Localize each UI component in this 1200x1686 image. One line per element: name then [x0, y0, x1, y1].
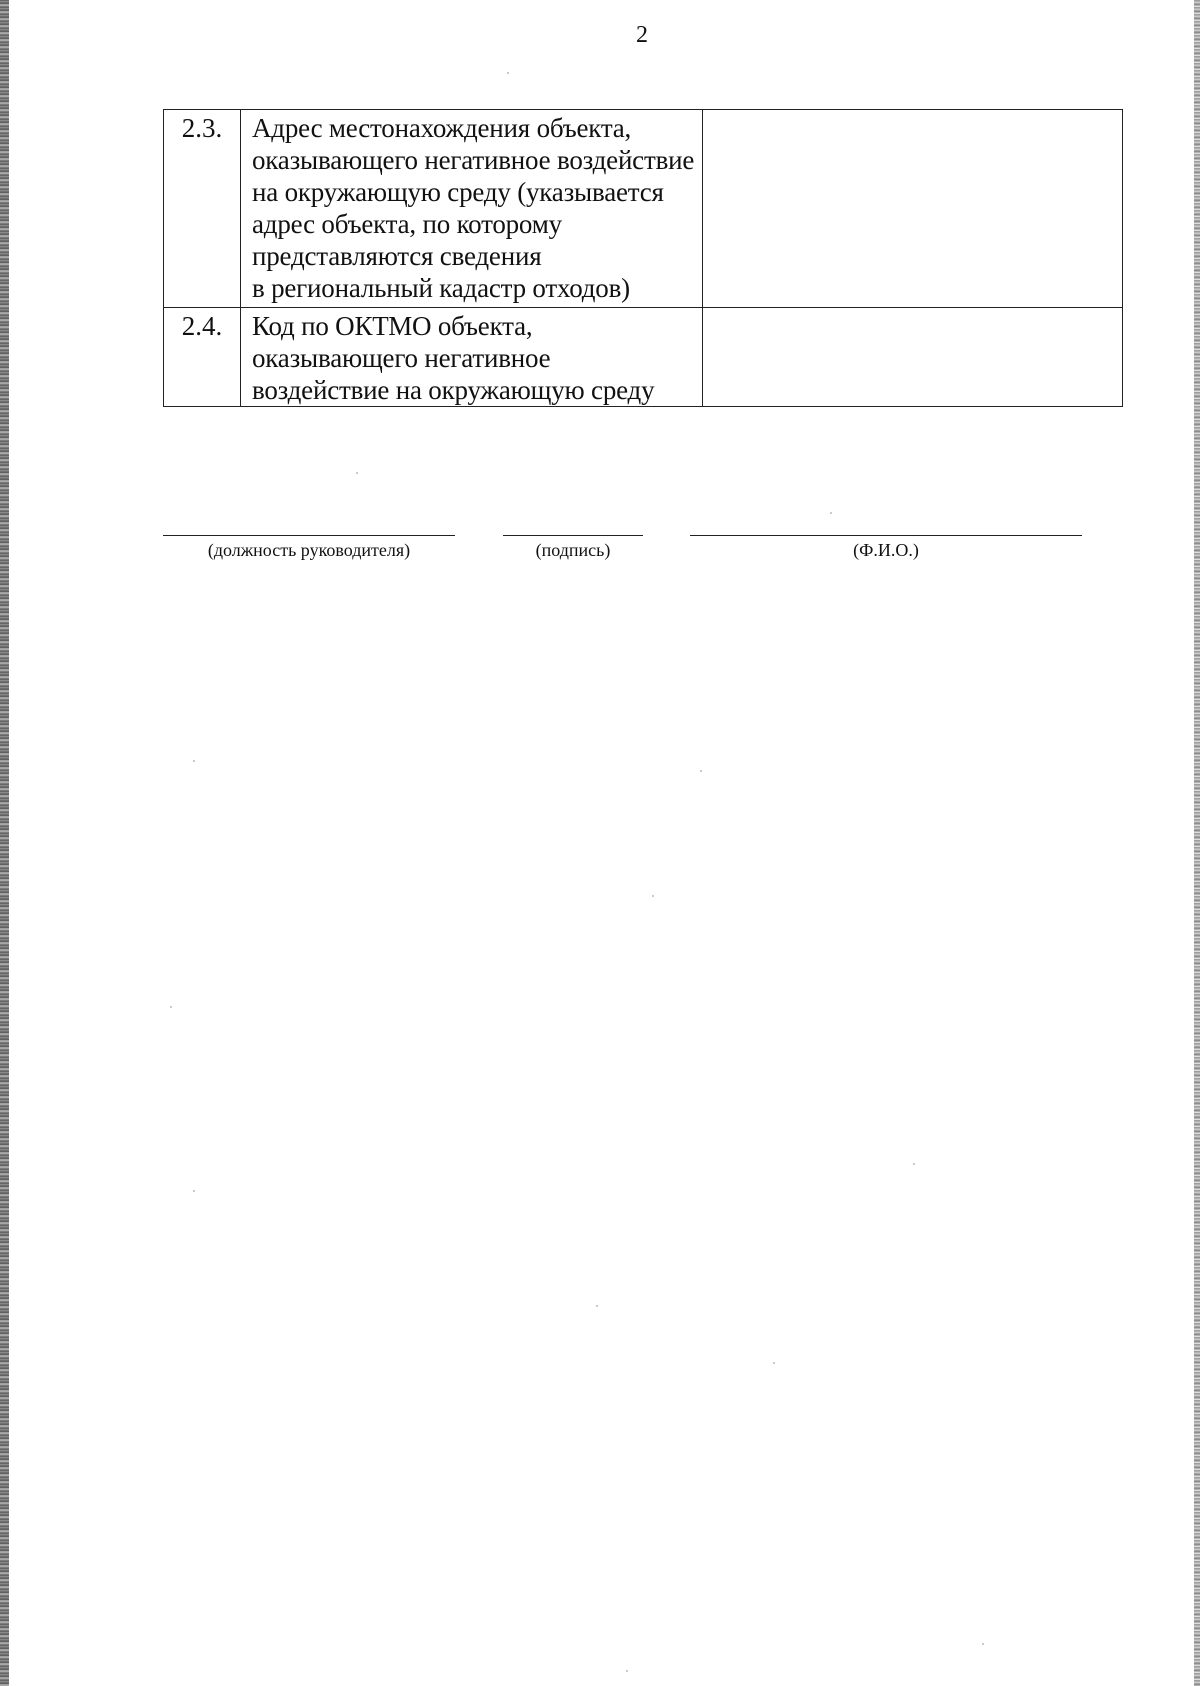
description-line: оказывающего негативное воздействие: [252, 145, 695, 175]
scan-speck: [193, 760, 195, 762]
scan-speck: [356, 472, 358, 474]
name-label: (Ф.И.О.): [853, 540, 919, 560]
scan-speck: [830, 512, 832, 514]
scan-speck: [773, 1362, 775, 1364]
row-number: 2.4.: [164, 308, 241, 407]
name-line: [690, 535, 1082, 536]
signature-label: (подпись): [535, 540, 611, 560]
description-line: Код по ОКТМО объекта,: [252, 311, 533, 341]
scan-speck: [700, 770, 702, 772]
signature-field[interactable]: [503, 535, 643, 561]
signature-line: [503, 535, 643, 536]
row-value-field[interactable]: [703, 110, 1123, 308]
scan-speck: [982, 1643, 984, 1645]
scan-speck: [652, 895, 654, 897]
scan-speck: [507, 72, 509, 74]
position-signature-field[interactable]: [163, 535, 455, 561]
scan-speck: [596, 1305, 598, 1307]
scan-speck: [170, 1006, 172, 1008]
name-signature-field[interactable]: [690, 535, 1082, 561]
scan-edge-right: [1194, 0, 1200, 1686]
scan-speck: [913, 1163, 915, 1165]
position-line: [163, 535, 455, 536]
table-row: [164, 308, 1123, 407]
row-number: 2.3.: [164, 110, 241, 308]
row-description: [241, 308, 703, 407]
scan-edge-left: [0, 0, 9, 1686]
scan-speck: [193, 1190, 195, 1192]
description-line: в региональный кадастр отходов): [252, 273, 630, 303]
description-line: Адрес местонахождения объекта,: [252, 113, 632, 143]
form-table: [163, 109, 1123, 407]
description-line: представляются сведения: [252, 241, 542, 271]
page-number: 2: [636, 22, 648, 48]
description-line: на окружающую среду (указывается: [252, 177, 664, 207]
table-row: [164, 110, 1123, 308]
description-line: оказывающего негативное: [252, 343, 551, 373]
row-value-field[interactable]: [703, 308, 1123, 407]
scan-speck: [626, 1670, 628, 1672]
description-line: адрес объекта, по которому: [252, 209, 562, 239]
row-description: [241, 110, 703, 308]
position-label: (должность руководителя): [207, 540, 411, 560]
description-line: воздействие на окружающую среду: [252, 375, 655, 405]
